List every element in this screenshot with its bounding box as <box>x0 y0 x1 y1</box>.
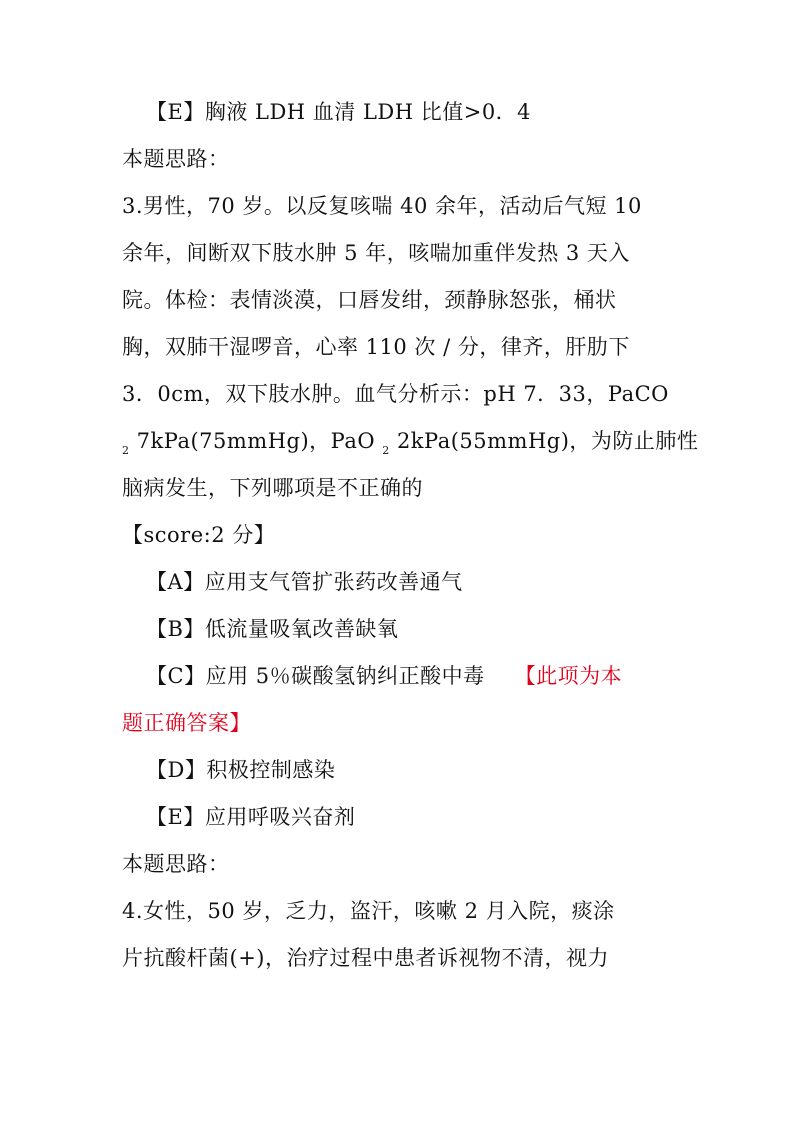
q3-option-a: 【A】应用支气管扩张药改善通气 <box>146 570 463 594</box>
q3-stem-line-6-a: 7kPa(75mmHg)，PaO <box>129 429 383 453</box>
q3-stem-line-4: 胸，双肺干湿啰音，心率 110 次 / 分，律齐，肝肋下 <box>122 335 630 359</box>
q3-stem-line-6 <box>122 426 698 466</box>
subscript-2: 2 <box>382 444 390 457</box>
q4-stem-line-2: 片抗酸杆菌(+)，治疗过程中患者诉视物不清，视力 <box>122 946 609 970</box>
q2-option-e: 【E】胸液 LDH 血清 LDH 比值>0．4 <box>146 100 532 124</box>
q3-stem-line-6-b: 2kPa(55mmHg)，为防止肺性 <box>389 429 699 453</box>
q3-analysis-heading: 本题思路： <box>122 852 230 876</box>
q4-stem-line-1: 4.女性，50 岁，乏力，盗汗，咳嗽 2 月入院，痰涂 <box>122 899 615 923</box>
correct-answer-marker: 【此项为本 <box>514 664 623 688</box>
q3-stem-line-3: 院。体检：表情淡漠，口唇发绀，颈静脉怒张，桶状 <box>122 288 617 312</box>
q3-stem-line-5: 3．0cm，双下肢水肿。血气分析示：pH 7．33，PaCO <box>122 382 669 406</box>
correct-answer-marker-cont: 题正确答案】 <box>122 711 251 735</box>
q3-stem-line-1: 3.男性，70 岁。以反复咳喘 40 余年，活动后气短 10 <box>122 194 642 218</box>
q3-stem-line-2: 余年，间断双下肢水肿 5 年，咳喘加重伴发热 3 天入 <box>122 241 630 265</box>
q3-option-d: 【D】积极控制感染 <box>146 758 336 782</box>
q3-option-b: 【B】低流量吸氧改善缺氧 <box>146 617 399 641</box>
subscript-2: 2 <box>122 444 130 457</box>
q3-option-c-text: 【C】应用 5％碳酸氢钠纠正酸中毒 <box>146 664 485 688</box>
q3-stem-line-7: 脑病发生，下列哪项是不正确的 <box>122 476 423 500</box>
q3-option-e: 【E】应用呼吸兴奋剂 <box>146 805 356 829</box>
q3-score: 【score:2 分】 <box>122 523 276 547</box>
q3-option-c <box>146 661 622 691</box>
q2-analysis-heading: 本题思路： <box>122 147 230 171</box>
